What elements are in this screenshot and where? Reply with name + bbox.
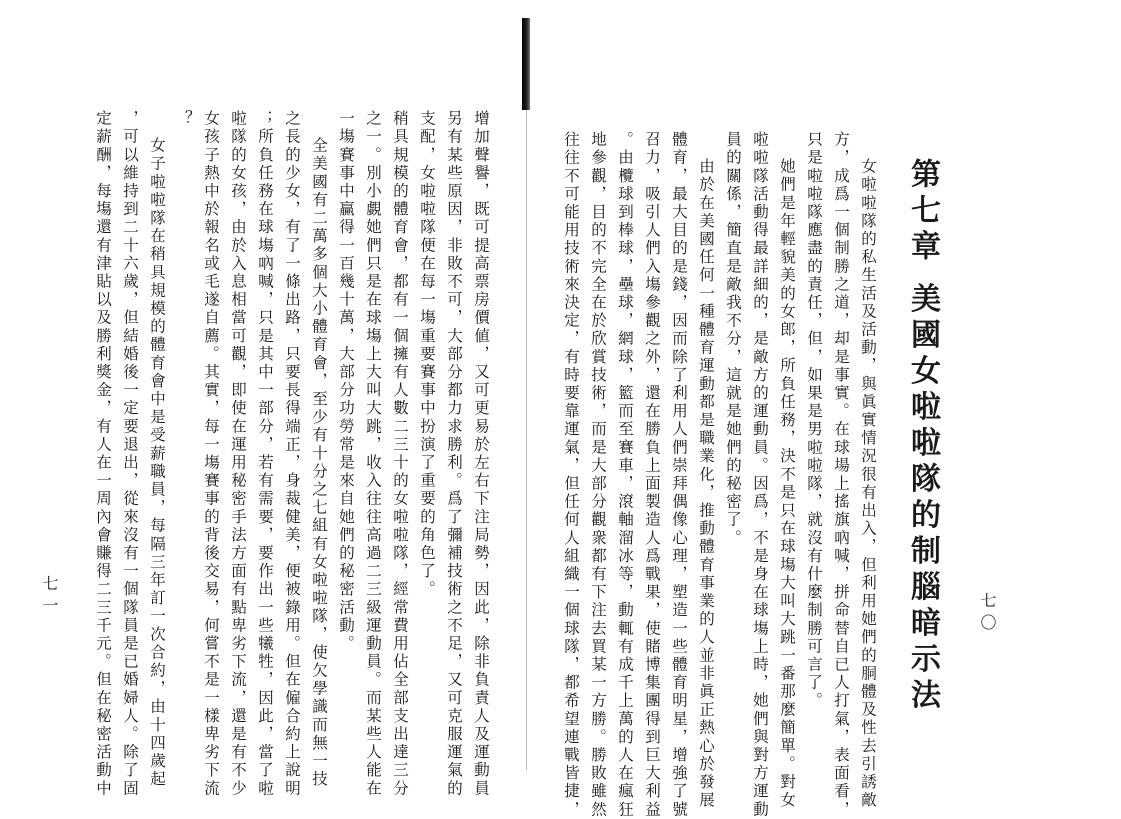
text-column: 之長的少女，有了一條出路，只要長得端正，身裁健美，便被錄用。但在僱合約上說明 [283, 110, 301, 798]
text-column: 女孩子熱中於報名或毛遂自薦。其實，每一塲賽事的背後交易，何嘗不是一樣卑劣下流 [202, 110, 220, 798]
text-column: 往往不可能用技術來決定，有時要靠運氣，但任何人組織一個球隊，都希望連戰皆捷， [562, 131, 580, 819]
text-column: 一塲賽事中贏得一百幾十萬，大部分功勞常是來自她們的秘密活動。 [337, 110, 355, 653]
text-column: 由於在美國任何一種體育運動都是職業化，推動體育事業的人並非眞正熱心於發展 [697, 158, 715, 810]
book-spine [522, 18, 530, 110]
text-column: 體育，最大目的是錢，因而除了利用人們崇拜偶像心理，塑造一些體育明星，增強了號 [670, 131, 688, 819]
text-column: 另有某些原因，非敗不可，大部分都力求勝利。爲了彌補技術之不足，又可克服運氣的 [445, 110, 463, 798]
chapter-title: 第七章 美國女啦啦隊的制腦暗示法 [905, 158, 940, 715]
text-column: 啦隊的女孩，由於入息相當可觀，即使在運用秘密手法方面有點卑劣下流，還是有不少 [229, 110, 247, 798]
text-column: 方，成爲一個制勝之道，却是事實。在球場上搖旗吶喊，拼命替自已人打氣，表面看， [832, 131, 850, 819]
text-column: 召力，吸引人們入塲參觀之外，還在勝負上面製造人爲戰果，使賭博集團得到巨大利益 [643, 131, 661, 819]
text-column: ，可以維持到二十六歲，但結婚後一定要退出，從來沒有一個隊員是已婚婦人。除了固 [121, 110, 139, 798]
text-column: 定薪酬，每塲還有津貼以及勝利獎金，有人在一周內會賺得二三千元。但在秘密活動中 [94, 110, 112, 798]
text-column: 增加聲譽，既可提高票房價値，又可更易於左右下注局勢，因此，除非負責人及運動員 [472, 110, 490, 798]
text-column: 員的關係，簡直是敵我不分，這就是她們的秘密了。 [724, 131, 742, 548]
text-column: 之一。別小覷她們只是在球塲上大叫大跳，收入往往高過二三級運動員。而某些人能在 [364, 110, 382, 798]
page-number: 七〇 [978, 592, 997, 636]
page-number: 七一 [40, 575, 59, 619]
text-column: 啦啦隊活動得最詳細的，是敵方的運動員。因爲，不是身在球塲上時，她們與對方運動 [751, 131, 769, 819]
text-column: 地參觀，目的不完全在於欣賞技術，而是大部分觀衆都有下注去買某一方勝。勝敗雖然 [589, 131, 607, 819]
text-column: 她們是年輕貌美的女郎，所負任務，決不是只在球塲大叫大跳一番那麼簡單。對女 [778, 158, 796, 810]
text-column: ；所負任務在球塲吶喊，只是其中一部分，若有需要，要作出一些犧牲，因此，當了啦 [256, 110, 274, 798]
text-column: 女子啦啦隊在稍具規模的體育會中是受薪職員，每隔三年訂一次合約，由十四歲起 [148, 137, 166, 789]
page-gutter [526, 110, 527, 770]
text-column: ？ [175, 110, 193, 129]
left-page [0, 0, 530, 798]
right-page [530, 0, 1121, 819]
text-column: 全美國有二萬多個大小體育會，至少有十分之七組有女啦啦隊，使欠學識而無一技 [310, 137, 328, 789]
text-column: 支配，女啦啦隊便在每一塲重要賽事中扮演了重要的角色了。 [418, 110, 436, 599]
text-column: 稍具規模的體育會，都有一個擁有人數二三十的女啦啦隊，經常費用佔全部支出達三分 [391, 110, 409, 798]
text-column: 。由欖球到棒球，壘球，網球，籃而至賽車，滾軸溜冰等，動輒有成千上萬的人在瘋狂 [616, 131, 634, 819]
text-column: 只是啦啦隊應盡的責任，但，如果是男啦啦隊，就沒有什麼制勝可言了。 [805, 131, 823, 711]
text-column: 女啦啦隊的私生活及活動，與眞實情況很有出入，但利用她們的胴體及性去引誘敵 [859, 158, 877, 810]
